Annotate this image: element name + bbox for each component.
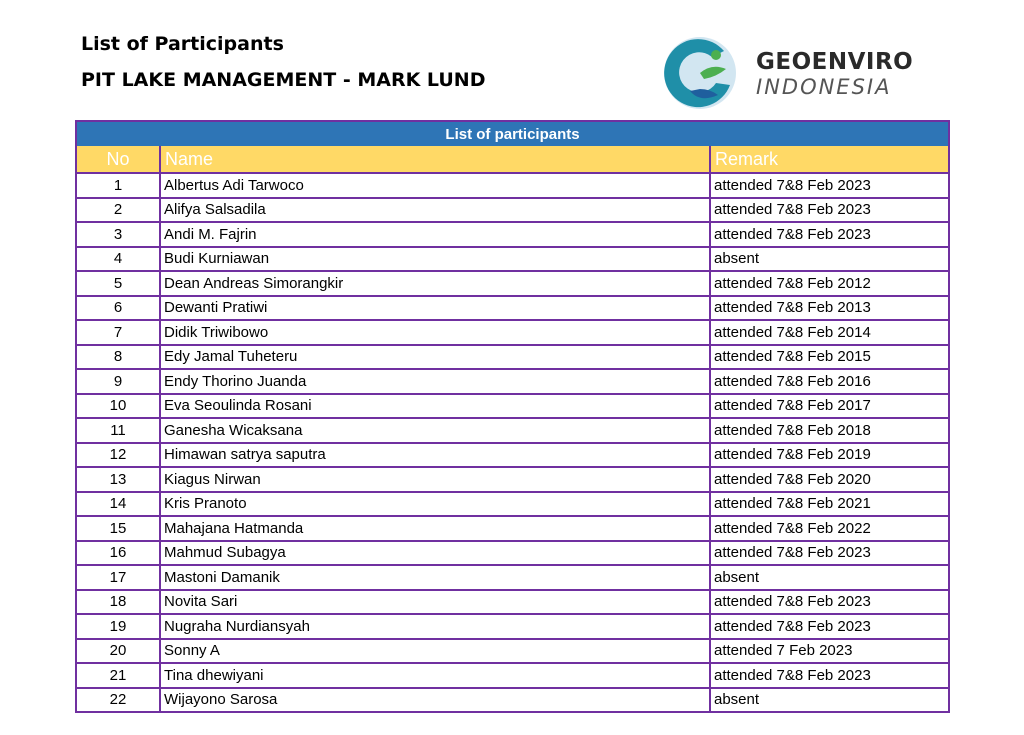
table-row (76, 443, 949, 468)
cell-no: 16 (76, 541, 160, 566)
table-row (76, 198, 949, 223)
cell-no: 17 (76, 565, 160, 590)
table-header-row (76, 146, 949, 173)
table-row (76, 394, 949, 419)
logo-wordmark-top: GEOENVIRO (756, 49, 914, 75)
cell-remark: attended 7&8 Feb 2023 (710, 663, 949, 688)
cell-no: 20 (76, 639, 160, 664)
cell-no: 3 (76, 222, 160, 247)
cell-remark: attended 7&8 Feb 2023 (710, 173, 949, 198)
cell-name: Budi Kurniawan (160, 247, 710, 272)
table-banner: List of participants (76, 121, 949, 146)
cell-no: 22 (76, 688, 160, 713)
cell-name: Endy Thorino Juanda (160, 369, 710, 394)
cell-name: Eva Seoulinda Rosani (160, 394, 710, 419)
cell-remark: absent (710, 565, 949, 590)
cell-no: 11 (76, 418, 160, 443)
cell-name: Didik Triwibowo (160, 320, 710, 345)
cell-remark: absent (710, 688, 949, 713)
cell-no: 4 (76, 247, 160, 272)
header-name: Name (160, 146, 710, 173)
document-subtitle: PIT LAKE MANAGEMENT - MARK LUND (81, 69, 486, 91)
cell-name: Dean Andreas Simorangkir (160, 271, 710, 296)
cell-no: 9 (76, 369, 160, 394)
cell-remark: attended 7&8 Feb 2023 (710, 614, 949, 639)
document-title: List of Participants (81, 33, 284, 55)
cell-name: Alifya Salsadila (160, 198, 710, 223)
header-no: No (76, 146, 160, 173)
cell-name: Mahajana Hatmanda (160, 516, 710, 541)
cell-no: 14 (76, 492, 160, 517)
geoenviro-logo-icon (660, 33, 740, 113)
cell-no: 19 (76, 614, 160, 639)
cell-remark: attended 7&8 Feb 2015 (710, 345, 949, 370)
table-row (76, 173, 949, 198)
table-row (76, 639, 949, 664)
cell-no: 6 (76, 296, 160, 321)
cell-remark: attended 7&8 Feb 2022 (710, 516, 949, 541)
table-row (76, 663, 949, 688)
cell-remark: attended 7&8 Feb 2016 (710, 369, 949, 394)
cell-name: Ganesha Wicaksana (160, 418, 710, 443)
table-row (76, 467, 949, 492)
table-row (76, 516, 949, 541)
cell-remark: attended 7&8 Feb 2014 (710, 320, 949, 345)
participants-table (75, 120, 950, 713)
logo-wordmark-bottom: INDONESIA (756, 75, 892, 99)
cell-remark: attended 7&8 Feb 2023 (710, 222, 949, 247)
cell-name: Kris Pranoto (160, 492, 710, 517)
participants-table-container (75, 120, 948, 713)
cell-name: Wijayono Sarosa (160, 688, 710, 713)
cell-remark: attended 7&8 Feb 2017 (710, 394, 949, 419)
cell-name: Edy Jamal Tuheteru (160, 345, 710, 370)
cell-name: Andi M. Fajrin (160, 222, 710, 247)
table-row (76, 271, 949, 296)
cell-name: Nugraha Nurdiansyah (160, 614, 710, 639)
table-row (76, 614, 949, 639)
table-banner-row (76, 121, 949, 146)
table-row (76, 320, 949, 345)
cell-remark: attended 7&8 Feb 2012 (710, 271, 949, 296)
cell-remark: attended 7&8 Feb 2013 (710, 296, 949, 321)
cell-name: Mastoni Damanik (160, 565, 710, 590)
cell-remark: absent (710, 247, 949, 272)
table-row (76, 222, 949, 247)
cell-remark: attended 7&8 Feb 2018 (710, 418, 949, 443)
table-row (76, 345, 949, 370)
cell-name: Albertus Adi Tarwoco (160, 173, 710, 198)
cell-no: 7 (76, 320, 160, 345)
cell-no: 12 (76, 443, 160, 468)
cell-remark: attended 7&8 Feb 2023 (710, 198, 949, 223)
cell-no: 13 (76, 467, 160, 492)
cell-no: 18 (76, 590, 160, 615)
cell-no: 1 (76, 173, 160, 198)
cell-name: Kiagus Nirwan (160, 467, 710, 492)
cell-remark: attended 7&8 Feb 2023 (710, 541, 949, 566)
table-row (76, 418, 949, 443)
cell-remark: attended 7&8 Feb 2019 (710, 443, 949, 468)
cell-remark: attended 7 Feb 2023 (710, 639, 949, 664)
table-row (76, 492, 949, 517)
cell-name: Novita Sari (160, 590, 710, 615)
cell-remark: attended 7&8 Feb 2023 (710, 590, 949, 615)
cell-name: Himawan satrya saputra (160, 443, 710, 468)
header-remark: Remark (710, 146, 949, 173)
cell-no: 21 (76, 663, 160, 688)
table-row (76, 247, 949, 272)
cell-no: 2 (76, 198, 160, 223)
table-row (76, 369, 949, 394)
cell-name: Mahmud Subagya (160, 541, 710, 566)
cell-no: 8 (76, 345, 160, 370)
table-row (76, 541, 949, 566)
cell-remark: attended 7&8 Feb 2020 (710, 467, 949, 492)
cell-name: Sonny A (160, 639, 710, 664)
cell-no: 5 (76, 271, 160, 296)
cell-no: 15 (76, 516, 160, 541)
cell-name: Tina dhewiyani (160, 663, 710, 688)
cell-remark: attended 7&8 Feb 2021 (710, 492, 949, 517)
geoenviro-logo (660, 33, 920, 113)
table-row (76, 590, 949, 615)
table-row (76, 688, 949, 713)
cell-name: Dewanti Pratiwi (160, 296, 710, 321)
cell-no: 10 (76, 394, 160, 419)
table-row (76, 296, 949, 321)
table-row (76, 565, 949, 590)
